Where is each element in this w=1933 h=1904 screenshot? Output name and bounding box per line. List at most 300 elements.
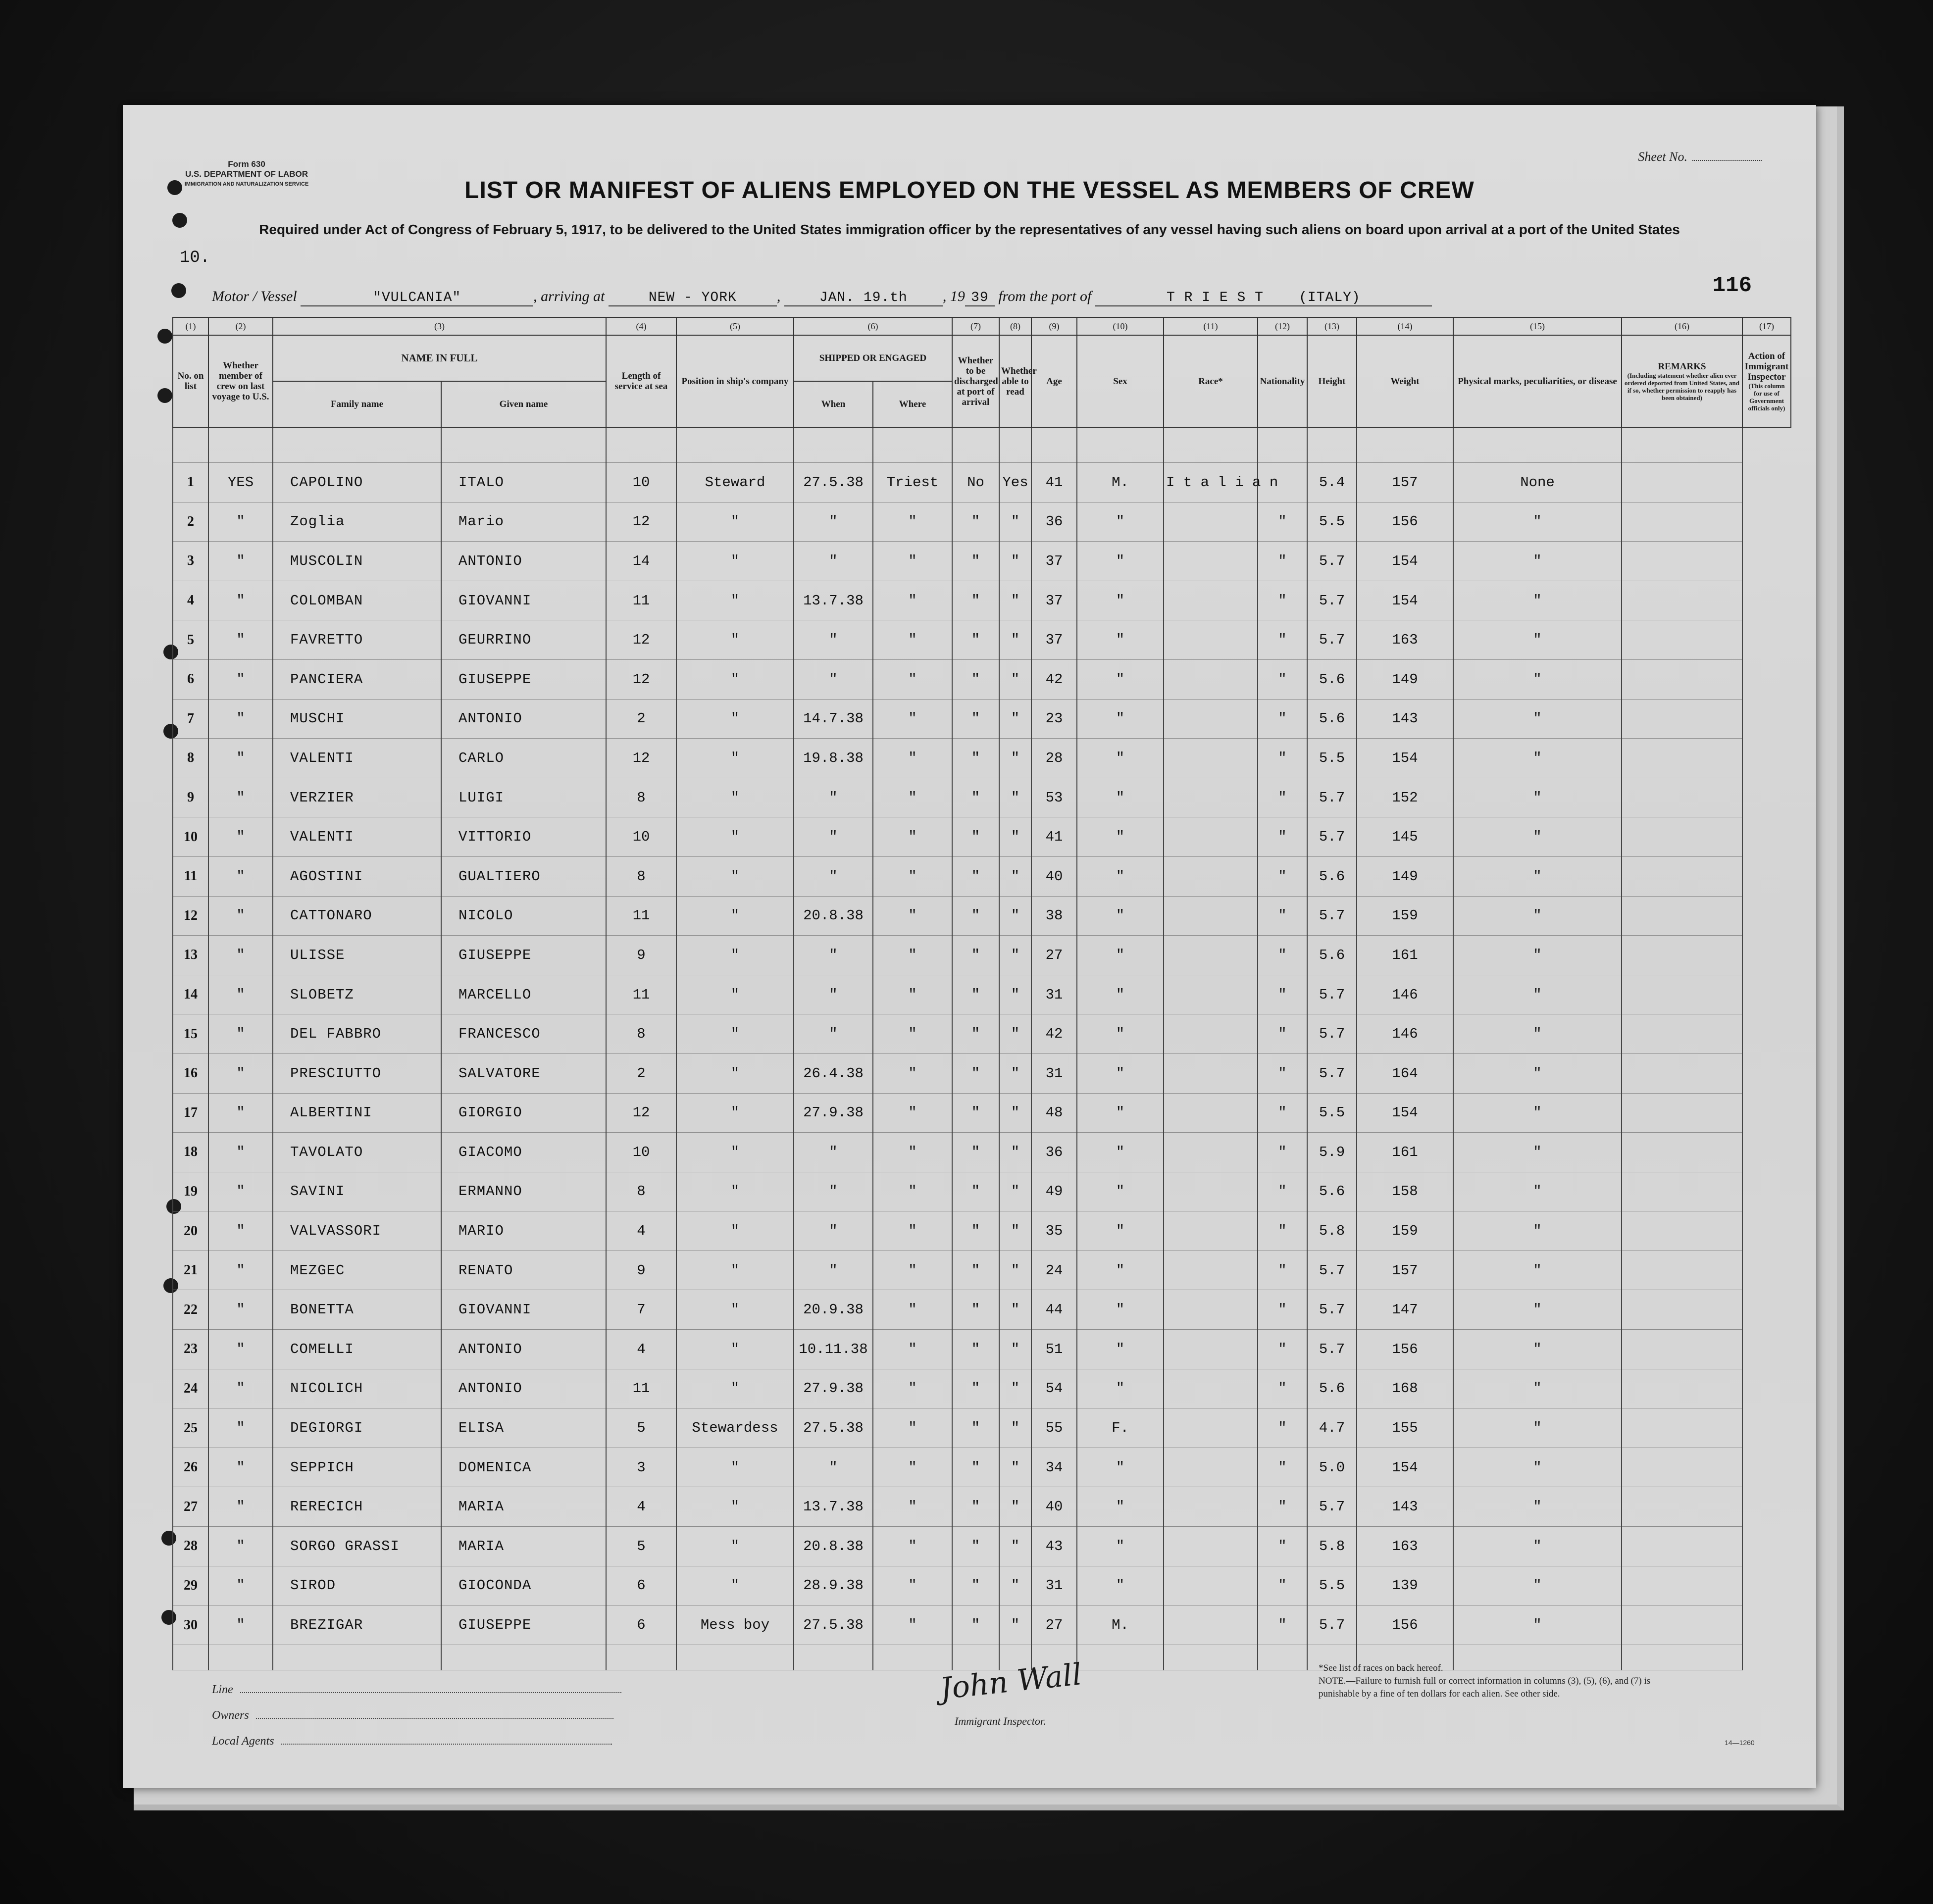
shipped-when-cell: 20.9.38 bbox=[794, 1290, 873, 1330]
age-cell: 37 bbox=[1031, 581, 1077, 620]
able-to-read-cell: " bbox=[999, 936, 1031, 975]
position-cell: Steward bbox=[676, 463, 794, 502]
remarks-cell bbox=[1622, 659, 1742, 699]
discharged-cell: " bbox=[952, 1290, 999, 1330]
header-length-service: Length of service at sea bbox=[606, 335, 676, 427]
discharged-cell: " bbox=[952, 1014, 999, 1054]
table-row bbox=[173, 1133, 1791, 1172]
last-voyage-cell: " bbox=[208, 739, 273, 778]
row-number: 16 bbox=[173, 1053, 208, 1093]
position-cell: " bbox=[676, 778, 794, 817]
row-number: 4 bbox=[173, 581, 208, 620]
physical-marks-cell: " bbox=[1453, 817, 1622, 857]
sex-cell: " bbox=[1077, 1330, 1164, 1369]
shipped-where-cell: " bbox=[873, 1330, 952, 1369]
remarks-title: REMARKS bbox=[1658, 361, 1706, 372]
nationality-cell: " bbox=[1258, 1172, 1307, 1211]
physical-marks-cell: " bbox=[1453, 1330, 1622, 1369]
remarks-cell bbox=[1622, 1053, 1742, 1093]
weight-cell: 161 bbox=[1357, 936, 1453, 975]
height-cell: 5.6 bbox=[1307, 1369, 1357, 1408]
remarks-cell bbox=[1622, 1133, 1742, 1172]
table-row bbox=[173, 778, 1791, 817]
family-name-cell: SORGO GRASSI bbox=[273, 1527, 441, 1566]
able-to-read-cell: " bbox=[999, 502, 1031, 542]
row-number: 1 bbox=[173, 463, 208, 502]
row-number: 8 bbox=[173, 739, 208, 778]
shipped-where-cell: " bbox=[873, 1290, 952, 1330]
physical-marks-cell: " bbox=[1453, 581, 1622, 620]
discharged-cell: " bbox=[952, 1487, 999, 1527]
given-name-cell: ELISA bbox=[441, 1408, 606, 1448]
row-number: 29 bbox=[173, 1566, 208, 1605]
weight-cell: 147 bbox=[1357, 1290, 1453, 1330]
remarks-cell bbox=[1622, 542, 1742, 581]
sex-cell: " bbox=[1077, 1487, 1164, 1527]
able-to-read-cell: " bbox=[999, 1487, 1031, 1527]
discharged-cell: " bbox=[952, 502, 999, 542]
service-length-cell: 5 bbox=[606, 1527, 676, 1566]
service-length-cell: 12 bbox=[606, 620, 676, 660]
able-to-read-cell: " bbox=[999, 1133, 1031, 1172]
physical-marks-cell: " bbox=[1453, 936, 1622, 975]
last-voyage-cell: " bbox=[208, 1093, 273, 1133]
family-name-cell: DEL FABBRO bbox=[273, 1014, 441, 1054]
row-number: 23 bbox=[173, 1330, 208, 1369]
able-to-read-cell: " bbox=[999, 620, 1031, 660]
weight-cell: 157 bbox=[1357, 1251, 1453, 1290]
physical-marks-cell: " bbox=[1453, 1566, 1622, 1605]
physical-marks-cell: " bbox=[1453, 1172, 1622, 1211]
owners-field bbox=[212, 1709, 613, 1722]
height-cell: 5.6 bbox=[1307, 699, 1357, 739]
service-name: IMMIGRATION AND NATURALIZATION SERVICE bbox=[184, 181, 309, 187]
agents-label: Local Agents bbox=[212, 1735, 274, 1748]
physical-marks-cell: " bbox=[1453, 502, 1622, 542]
race-cell bbox=[1164, 1211, 1258, 1251]
last-voyage-cell: " bbox=[208, 975, 273, 1014]
sex-cell: " bbox=[1077, 1053, 1164, 1093]
service-length-cell: 12 bbox=[606, 739, 676, 778]
family-name-cell: VALENTI bbox=[273, 817, 441, 857]
last-voyage-cell: " bbox=[208, 1330, 273, 1369]
family-name-cell: CATTONARO bbox=[273, 896, 441, 936]
remarks-cell bbox=[1622, 936, 1742, 975]
last-voyage-cell: " bbox=[208, 896, 273, 936]
service-length-cell: 10 bbox=[606, 817, 676, 857]
shipped-where-cell: " bbox=[873, 1211, 952, 1251]
weight-cell: 152 bbox=[1357, 778, 1453, 817]
race-cell bbox=[1164, 856, 1258, 896]
race-cell bbox=[1164, 1605, 1258, 1645]
given-name-cell: GIUSEPPE bbox=[441, 936, 606, 975]
physical-marks-cell: " bbox=[1453, 896, 1622, 936]
family-name-cell: ALBERTINI bbox=[273, 1093, 441, 1133]
nationality-cell: " bbox=[1258, 778, 1307, 817]
page-subtitle: Required under Act of Congress of February 5, 1917, to be delivered to the United States immigration officer by the representatives of any vessel having such aliens on board upon arrival at a port of the United States bbox=[259, 222, 1680, 237]
spacer-row bbox=[173, 427, 1791, 463]
shipped-when-cell: 19.8.38 bbox=[794, 739, 873, 778]
able-to-read-cell: " bbox=[999, 1093, 1031, 1133]
service-length-cell: 2 bbox=[606, 699, 676, 739]
shipped-where-cell: " bbox=[873, 699, 952, 739]
sex-cell: " bbox=[1077, 699, 1164, 739]
height-cell: 5.7 bbox=[1307, 1487, 1357, 1527]
height-cell: 5.5 bbox=[1307, 1566, 1357, 1605]
age-cell: 41 bbox=[1031, 817, 1077, 857]
remarks-cell bbox=[1622, 581, 1742, 620]
race-cell bbox=[1164, 1369, 1258, 1408]
race-cell bbox=[1164, 896, 1258, 936]
shipped-when-cell: " bbox=[794, 1211, 873, 1251]
given-name-cell: GIORGIO bbox=[441, 1093, 606, 1133]
discharged-cell: " bbox=[952, 1448, 999, 1487]
nationality-cell: " bbox=[1258, 936, 1307, 975]
given-name-cell: GIOCONDA bbox=[441, 1566, 606, 1605]
header-age: Age bbox=[1031, 335, 1077, 427]
weight-cell: 149 bbox=[1357, 659, 1453, 699]
col-num-6: (6) bbox=[794, 317, 952, 335]
shipped-where-cell: " bbox=[873, 659, 952, 699]
last-voyage-cell: " bbox=[208, 1448, 273, 1487]
col-num-7: (7) bbox=[952, 317, 999, 335]
shipped-when-cell: 27.9.38 bbox=[794, 1369, 873, 1408]
discharged-cell: " bbox=[952, 699, 999, 739]
remarks-cell bbox=[1622, 739, 1742, 778]
shipped-when-cell: " bbox=[794, 817, 873, 857]
service-length-cell: 2 bbox=[606, 1053, 676, 1093]
discharged-cell: " bbox=[952, 1408, 999, 1448]
last-voyage-cell: " bbox=[208, 1605, 273, 1645]
nationality-cell: " bbox=[1258, 620, 1307, 660]
last-voyage-cell: " bbox=[208, 1408, 273, 1448]
given-name-cell: ANTONIO bbox=[441, 542, 606, 581]
shipped-when-cell: " bbox=[794, 1133, 873, 1172]
nationality-cell: " bbox=[1258, 1053, 1307, 1093]
family-name-cell: DEGIORGI bbox=[273, 1408, 441, 1448]
agents-blank bbox=[281, 1744, 612, 1745]
physical-marks-cell: " bbox=[1453, 1369, 1622, 1408]
position-cell: " bbox=[676, 1093, 794, 1133]
shipped-where-cell: " bbox=[873, 542, 952, 581]
row-number: 7 bbox=[173, 699, 208, 739]
remarks-cell bbox=[1622, 817, 1742, 857]
last-voyage-cell: " bbox=[208, 778, 273, 817]
nationality-cell: " bbox=[1258, 1251, 1307, 1290]
col-num-15: (15) bbox=[1453, 317, 1622, 335]
family-name-cell: MEZGEC bbox=[273, 1251, 441, 1290]
remarks-cell bbox=[1622, 699, 1742, 739]
shipped-when-cell: 27.5.38 bbox=[794, 1408, 873, 1448]
physical-marks-cell: " bbox=[1453, 1527, 1622, 1566]
family-name-cell: ULISSE bbox=[273, 936, 441, 975]
owners-label: Owners bbox=[212, 1709, 249, 1722]
height-cell: 5.6 bbox=[1307, 659, 1357, 699]
given-name-cell: NICOLO bbox=[441, 896, 606, 936]
shipped-when-cell: " bbox=[794, 502, 873, 542]
year-prefix: , 19 bbox=[942, 288, 965, 304]
height-cell: 5.7 bbox=[1307, 1251, 1357, 1290]
height-cell: 5.7 bbox=[1307, 1330, 1357, 1369]
shipped-when-cell: " bbox=[794, 1172, 873, 1211]
race-cell bbox=[1164, 502, 1258, 542]
shipped-when-cell: " bbox=[794, 1448, 873, 1487]
given-name-cell: ANTONIO bbox=[441, 1369, 606, 1408]
nationality-cell: " bbox=[1258, 1605, 1307, 1645]
shipped-where-cell: " bbox=[873, 1053, 952, 1093]
table-row bbox=[173, 817, 1791, 857]
race-cell bbox=[1164, 1133, 1258, 1172]
given-name-cell: GIUSEPPE bbox=[441, 659, 606, 699]
given-name-cell: DOMENICA bbox=[441, 1448, 606, 1487]
remarks-subtitle: (Including statement whether alien ever ordered deported from United States, and if so, whether permission to reapply has been obtained) bbox=[1624, 371, 1740, 401]
line-label: Line bbox=[212, 1683, 233, 1696]
table-row bbox=[173, 1408, 1791, 1448]
family-name-cell: TAVOLATO bbox=[273, 1133, 441, 1172]
weight-cell: 163 bbox=[1357, 1527, 1453, 1566]
shipped-when-cell: " bbox=[794, 1014, 873, 1054]
able-to-read-cell: " bbox=[999, 1014, 1031, 1054]
row-number: 26 bbox=[173, 1448, 208, 1487]
row-number: 21 bbox=[173, 1251, 208, 1290]
shipped-where-cell: " bbox=[873, 502, 952, 542]
shipped-where-cell: " bbox=[873, 620, 952, 660]
age-cell: 55 bbox=[1031, 1408, 1077, 1448]
discharged-cell: " bbox=[952, 896, 999, 936]
nationality-cell: " bbox=[1258, 1448, 1307, 1487]
row-number: 5 bbox=[173, 620, 208, 660]
nationality-cell: " bbox=[1258, 1369, 1307, 1408]
nationality-cell: " bbox=[1258, 1014, 1307, 1054]
race-cell bbox=[1164, 1527, 1258, 1566]
row-number: 30 bbox=[173, 1605, 208, 1645]
inspector-action-subtitle: (This column for use of Government officials only) bbox=[1748, 382, 1785, 412]
position-cell: Stewardess bbox=[676, 1408, 794, 1448]
age-cell: 42 bbox=[1031, 659, 1077, 699]
discharged-cell: " bbox=[952, 542, 999, 581]
shipped-where-cell: " bbox=[873, 1408, 952, 1448]
service-length-cell: 9 bbox=[606, 936, 676, 975]
able-to-read-cell: " bbox=[999, 1211, 1031, 1251]
given-name-cell: ITALO bbox=[441, 463, 606, 502]
family-name-cell: VERZIER bbox=[273, 778, 441, 817]
age-cell: 36 bbox=[1031, 1133, 1077, 1172]
sex-cell: " bbox=[1077, 620, 1164, 660]
sex-cell: " bbox=[1077, 1172, 1164, 1211]
family-name-cell: PANCIERA bbox=[273, 659, 441, 699]
header-physical-marks: Physical marks, peculiarities, or disease bbox=[1453, 335, 1622, 427]
remarks-cell bbox=[1622, 856, 1742, 896]
race-cell bbox=[1164, 1172, 1258, 1211]
weight-cell: 139 bbox=[1357, 1566, 1453, 1605]
position-cell: " bbox=[676, 620, 794, 660]
row-number: 18 bbox=[173, 1133, 208, 1172]
col-num-5: (5) bbox=[676, 317, 794, 335]
discharged-cell: No bbox=[952, 463, 999, 502]
service-length-cell: 8 bbox=[606, 1014, 676, 1054]
position-cell: " bbox=[676, 739, 794, 778]
remarks-cell bbox=[1622, 1605, 1742, 1645]
physical-marks-cell: " bbox=[1453, 1251, 1622, 1290]
service-length-cell: 4 bbox=[606, 1487, 676, 1527]
able-to-read-cell: " bbox=[999, 1251, 1031, 1290]
row-number: 13 bbox=[173, 936, 208, 975]
race-cell bbox=[1164, 936, 1258, 975]
given-name-cell: GUALTIERO bbox=[441, 856, 606, 896]
shipped-when-cell: " bbox=[794, 620, 873, 660]
service-length-cell: 8 bbox=[606, 856, 676, 896]
service-length-cell: 3 bbox=[606, 1448, 676, 1487]
row-number: 2 bbox=[173, 502, 208, 542]
age-cell: 48 bbox=[1031, 1093, 1077, 1133]
service-length-cell: 7 bbox=[606, 1290, 676, 1330]
weight-cell: 154 bbox=[1357, 1448, 1453, 1487]
given-name-cell: ERMANNO bbox=[441, 1172, 606, 1211]
shipped-where-cell: " bbox=[873, 1448, 952, 1487]
service-length-cell: 11 bbox=[606, 975, 676, 1014]
weight-cell: 154 bbox=[1357, 1093, 1453, 1133]
able-to-read-cell: " bbox=[999, 1330, 1031, 1369]
table-row bbox=[173, 975, 1791, 1014]
age-cell: 40 bbox=[1031, 1487, 1077, 1527]
weight-cell: 156 bbox=[1357, 1605, 1453, 1645]
able-to-read-cell: " bbox=[999, 659, 1031, 699]
age-cell: 43 bbox=[1031, 1527, 1077, 1566]
nationality-cell: " bbox=[1258, 1487, 1307, 1527]
shipped-where-cell: " bbox=[873, 1527, 952, 1566]
given-name-cell: MARIA bbox=[441, 1527, 606, 1566]
race-cell bbox=[1164, 975, 1258, 1014]
position-cell: " bbox=[676, 1053, 794, 1093]
race-cell bbox=[1164, 1566, 1258, 1605]
sex-cell: " bbox=[1077, 542, 1164, 581]
weight-cell: 149 bbox=[1357, 856, 1453, 896]
shipped-where-cell: " bbox=[873, 896, 952, 936]
last-voyage-cell: " bbox=[208, 1211, 273, 1251]
header-name-in-full: NAME IN FULL bbox=[273, 335, 606, 381]
remarks-cell bbox=[1622, 1448, 1742, 1487]
sex-cell: " bbox=[1077, 975, 1164, 1014]
sex-cell: " bbox=[1077, 1290, 1164, 1330]
physical-marks-cell: " bbox=[1453, 1448, 1622, 1487]
sex-cell: " bbox=[1077, 1251, 1164, 1290]
crew-rows bbox=[173, 427, 1791, 1670]
row-number: 12 bbox=[173, 896, 208, 936]
row-number: 10 bbox=[173, 817, 208, 857]
inspector-label: Immigrant Inspector. bbox=[955, 1715, 1046, 1727]
sex-cell: " bbox=[1077, 1093, 1164, 1133]
race-note: *See list of races on back hereof. bbox=[1319, 1663, 1443, 1673]
nationality-cell: " bbox=[1258, 1093, 1307, 1133]
table-row bbox=[173, 1290, 1791, 1330]
shipped-when-cell: 20.8.38 bbox=[794, 896, 873, 936]
side-number: 10. bbox=[180, 249, 210, 267]
nationality-cell: " bbox=[1258, 739, 1307, 778]
physical-marks-cell: " bbox=[1453, 739, 1622, 778]
nationality-cell: " bbox=[1258, 1290, 1307, 1330]
age-cell: 27 bbox=[1031, 936, 1077, 975]
departure-port bbox=[1095, 290, 1432, 306]
last-voyage-cell: " bbox=[208, 1566, 273, 1605]
vessel-line: Motor / Vessel "VULCANIA" , arriving at NEW - YORK , JAN. 19.th , 19 39 from the port of T R I E S T (ITALY) bbox=[212, 288, 1772, 306]
service-length-cell: 8 bbox=[606, 778, 676, 817]
weight-cell: 163 bbox=[1357, 620, 1453, 660]
table-row bbox=[173, 1172, 1791, 1211]
column-header-row bbox=[173, 335, 1791, 381]
table-row bbox=[173, 1014, 1791, 1054]
service-length-cell: 12 bbox=[606, 502, 676, 542]
col-num-1: (1) bbox=[173, 317, 208, 335]
race-cell bbox=[1164, 1330, 1258, 1369]
height-cell: 5.7 bbox=[1307, 1053, 1357, 1093]
weight-cell: 154 bbox=[1357, 581, 1453, 620]
last-voyage-cell: " bbox=[208, 1487, 273, 1527]
nationality-cell: " bbox=[1258, 502, 1307, 542]
position-cell: " bbox=[676, 1172, 794, 1211]
sex-cell: " bbox=[1077, 936, 1164, 975]
height-cell: 5.7 bbox=[1307, 1605, 1357, 1645]
table-row bbox=[173, 856, 1791, 896]
given-name-cell: SALVATORE bbox=[441, 1053, 606, 1093]
remarks-cell bbox=[1622, 1408, 1742, 1448]
height-cell: 5.5 bbox=[1307, 1093, 1357, 1133]
given-name-cell: GIOVANNI bbox=[441, 581, 606, 620]
race-cell bbox=[1164, 659, 1258, 699]
header-height: Height bbox=[1307, 335, 1357, 427]
height-cell: 5.5 bbox=[1307, 502, 1357, 542]
able-to-read-cell: " bbox=[999, 896, 1031, 936]
last-voyage-cell: " bbox=[208, 699, 273, 739]
table-row bbox=[173, 581, 1791, 620]
col-num-8: (8) bbox=[999, 317, 1031, 335]
discharged-cell: " bbox=[952, 1566, 999, 1605]
able-to-read-cell: " bbox=[999, 581, 1031, 620]
height-cell: 5.7 bbox=[1307, 620, 1357, 660]
remarks-cell bbox=[1622, 896, 1742, 936]
height-cell: 5.7 bbox=[1307, 1014, 1357, 1054]
nationality-cell: " bbox=[1258, 581, 1307, 620]
age-cell: 35 bbox=[1031, 1211, 1077, 1251]
sheet-number-label: Sheet No. bbox=[1638, 150, 1687, 164]
last-voyage-cell: " bbox=[208, 659, 273, 699]
family-name-cell: VALVASSORI bbox=[273, 1211, 441, 1251]
agents-field bbox=[212, 1735, 612, 1748]
physical-marks-cell: " bbox=[1453, 1211, 1622, 1251]
discharged-cell: " bbox=[952, 778, 999, 817]
last-voyage-cell: " bbox=[208, 856, 273, 896]
table-row bbox=[173, 620, 1791, 660]
shipped-when-cell: 13.7.38 bbox=[794, 1487, 873, 1527]
weight-cell: 156 bbox=[1357, 1330, 1453, 1369]
service-length-cell: 14 bbox=[606, 542, 676, 581]
row-number: 9 bbox=[173, 778, 208, 817]
weight-cell: 159 bbox=[1357, 896, 1453, 936]
position-cell: " bbox=[676, 896, 794, 936]
able-to-read-cell: " bbox=[999, 699, 1031, 739]
shipped-when-cell: " bbox=[794, 856, 873, 896]
inspector-action-title: Action of Immigrant Inspector bbox=[1744, 351, 1789, 382]
discharged-cell: " bbox=[952, 817, 999, 857]
position-cell: " bbox=[676, 1527, 794, 1566]
race-cell: I t a l i a n bbox=[1164, 463, 1258, 502]
row-number: 17 bbox=[173, 1093, 208, 1133]
table-row bbox=[173, 739, 1791, 778]
shipped-when-cell: 27.5.38 bbox=[794, 1605, 873, 1645]
row-number: 27 bbox=[173, 1487, 208, 1527]
shipped-where-cell: " bbox=[873, 581, 952, 620]
position-cell: " bbox=[676, 1487, 794, 1527]
last-voyage-cell: " bbox=[208, 620, 273, 660]
